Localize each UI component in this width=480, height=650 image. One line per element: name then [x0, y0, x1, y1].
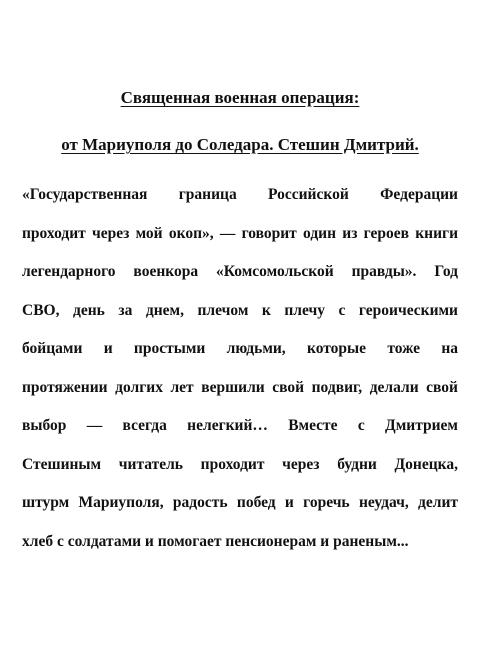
title-line-1 — [0, 88, 480, 108]
paragraph-line-7: выбор — всегда нелегкий… Вместе с Дмитрием — [22, 417, 458, 434]
title-line-2 — [0, 135, 480, 155]
paragraph-line-5: бойцами и простыми людьми, которые тоже на — [22, 340, 458, 357]
paragraph-line-10: хлеб с солдатами и помогает пенсионерам и раненым... — [22, 532, 409, 550]
paragraph-line-8: Стешиным читатель проходит через будни Донецка, — [22, 455, 458, 473]
body-paragraph — [22, 176, 458, 561]
paragraph-line-9: штурм Мариуполя, радость побед и горечь неудач, делит — [22, 494, 458, 511]
paragraph-line-1: «Государственная граница Российской Федерации — [22, 186, 458, 203]
title-line-1-text: Священная военная операция: — [120, 88, 360, 107]
paragraph-line-4: СВО, день за днем, плечом к плечу с героическими — [22, 301, 458, 319]
paragraph-line-6: протяжении долгих лет вершили свой подвиг, делали свой — [22, 378, 458, 396]
paragraph-line-2: проходит через мой окоп», — говорит один из героев книги — [22, 224, 458, 242]
title-line-2-text: от Мариуполя до Соледара. Стешин Дмитрий. — [61, 135, 419, 154]
paragraph-line-3: легендарного военкора «Комсомольской правды». Год — [22, 263, 458, 280]
